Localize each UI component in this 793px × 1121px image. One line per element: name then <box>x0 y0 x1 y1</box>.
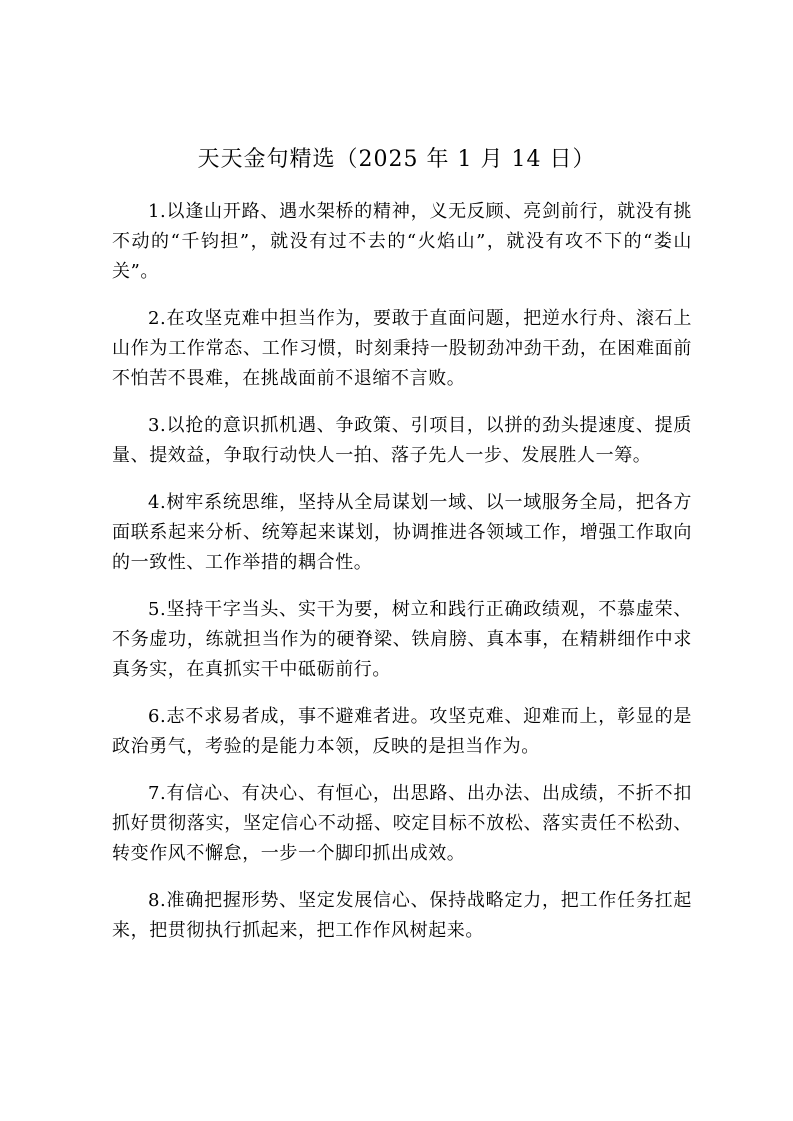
paragraph-7: 7.有信心、有决心、有恒心，出思路、出办法、出成绩，不折不扣抓好贯彻落实，坚定信心不动摇、咬定目标不放松、落实责任不松劲、转变作风不懈怠，一步一个脚印抓出成效。 <box>112 783 692 864</box>
paragraph-8: 8.准确把握形势、坚定发展信心、保持战略定力，把工作任务扛起来，把贯彻执行抓起来，把工作作风树起来。 <box>112 890 692 941</box>
paragraph-3: 3.以抢的意识抓机遇、争政策、引项目，以拼的劲头提速度、提质量、提效益，争取行动快人一拍、落子先人一步、发展胜人一筹。 <box>112 415 692 466</box>
document-body <box>112 197 692 963</box>
paragraph-1: 1.以逢山开路、遇水架桥的精神，义无反顾、亮剑前行，就没有挑不动的“千钧担”，就没有过不去的“火焰山”，就没有攻不下的“娄山关”。 <box>112 201 692 282</box>
page-title: 天天金句精选（2025 年 1 月 14 日） <box>197 147 596 172</box>
paragraph-4: 4.树牢系统思维，坚持从全局谋划一域、以一域服务全局，把各方面联系起来分析、统筹起来谋划，协调推进各领域工作，增强工作取向的一致性、工作举措的耦合性。 <box>112 492 692 573</box>
paragraph-5: 5.坚持干字当头、实干为要，树立和践行正确政绩观，不慕虚荣、不务虚功，练就担当作为的硬脊梁、铁肩膀、真本事，在精耕细作中求真务实，在真抓实干中砥砺前行。 <box>112 599 692 680</box>
paragraph-6: 6.志不求易者成，事不避难者进。攻坚克难、迎难而上，彰显的是政治勇气，考验的是能力本领，反映的是担当作为。 <box>112 706 692 757</box>
paragraph-2: 2.在攻坚克难中担当作为，要敢于直面问题，把逆水行舟、滚石上山作为工作常态、工作习惯，时刻秉持一股韧劲冲劲干劲，在困难面前不怕苦不畏难，在挑战面前不退缩不言败。 <box>112 308 692 389</box>
